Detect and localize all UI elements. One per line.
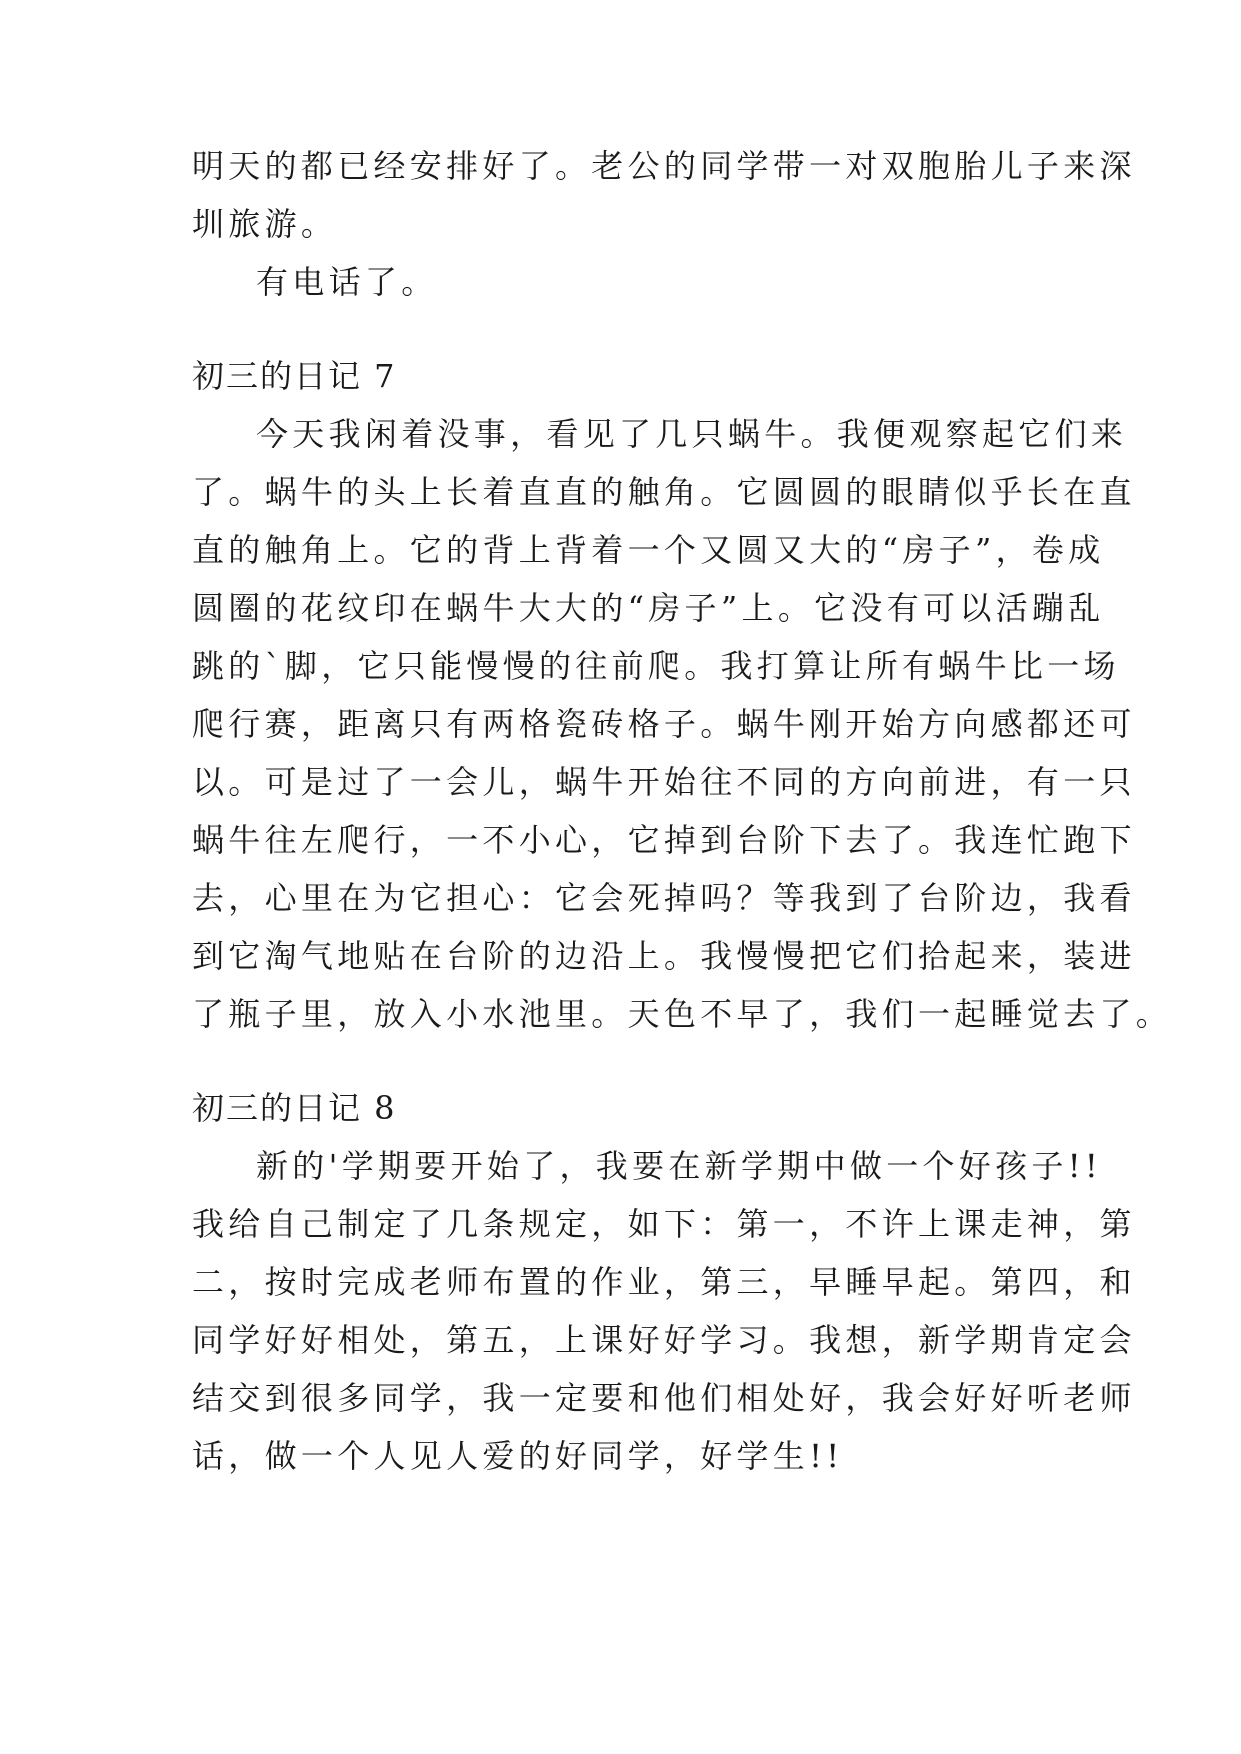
entry8-line-1: 新的'学期要开始了，我要在新学期中做一个好孩子!! [256, 1147, 1103, 1185]
entry7-line-8: 蜗牛往左爬行，一不小心，它掉到台阶下去了。我连忙跑下 [192, 821, 1136, 859]
entry7-title: 初三的日记 7 [192, 357, 397, 395]
entry7-line-5: 跳的`脚，它只能慢慢的往前爬。我打算让所有蜗牛比一场 [192, 647, 1120, 685]
entry8-line-6: 话，做一个人见人爱的好同学，好学生!! [192, 1437, 844, 1475]
entry7-line-1: 今天我闲着没事，看见了几只蜗牛。我便观察起它们来 [256, 415, 1128, 453]
continuation-closing: 有电话了。 [256, 263, 438, 301]
entry7-line-7: 以。可是过了一会儿，蜗牛开始往不同的方向前进，有一只 [192, 763, 1136, 801]
entry7-line-11: 了瓶子里，放入小水池里。天色不早了，我们一起睡觉去了。 [192, 995, 1173, 1033]
entry7-line-9: 去，心里在为它担心：它会死掉吗？等我到了台阶边，我看 [192, 879, 1136, 917]
entry7-line-4: 圆圈的花纹印在蜗牛大大的“房子”上。它没有可以活蹦乱 [192, 589, 1105, 627]
entry7-line-2: 了。蜗牛的头上长着直直的触角。它圆圆的眼睛似乎长在直 [192, 473, 1136, 511]
continuation-line-2: 圳旅游。 [192, 205, 338, 243]
entry8-line-5: 结交到很多同学，我一定要和他们相处好，我会好好听老师 [192, 1379, 1136, 1417]
entry7-line-6: 爬行赛，距离只有两格瓷砖格子。蜗牛刚开始方向感都还可 [192, 705, 1136, 743]
entry8-line-3: 二，按时完成老师布置的作业，第三，早睡早起。第四，和 [192, 1263, 1136, 1301]
entry7-line-3: 直的触角上。它的背上背着一个又圆又大的“房子”，卷成 [192, 531, 1105, 569]
entry8-title: 初三的日记 8 [192, 1089, 397, 1127]
entry8-line-4: 同学好好相处，第五，上课好好学习。我想，新学期肯定会 [192, 1321, 1136, 1359]
entry8-line-2: 我给自己制定了几条规定，如下：第一，不许上课走神，第 [192, 1205, 1136, 1243]
entry7-line-10: 到它淘气地贴在台阶的边沿上。我慢慢把它们拾起来，装进 [192, 937, 1136, 975]
continuation-line-1: 明天的都已经安排好了。老公的同学带一对双胞胎儿子来深 [192, 147, 1136, 185]
